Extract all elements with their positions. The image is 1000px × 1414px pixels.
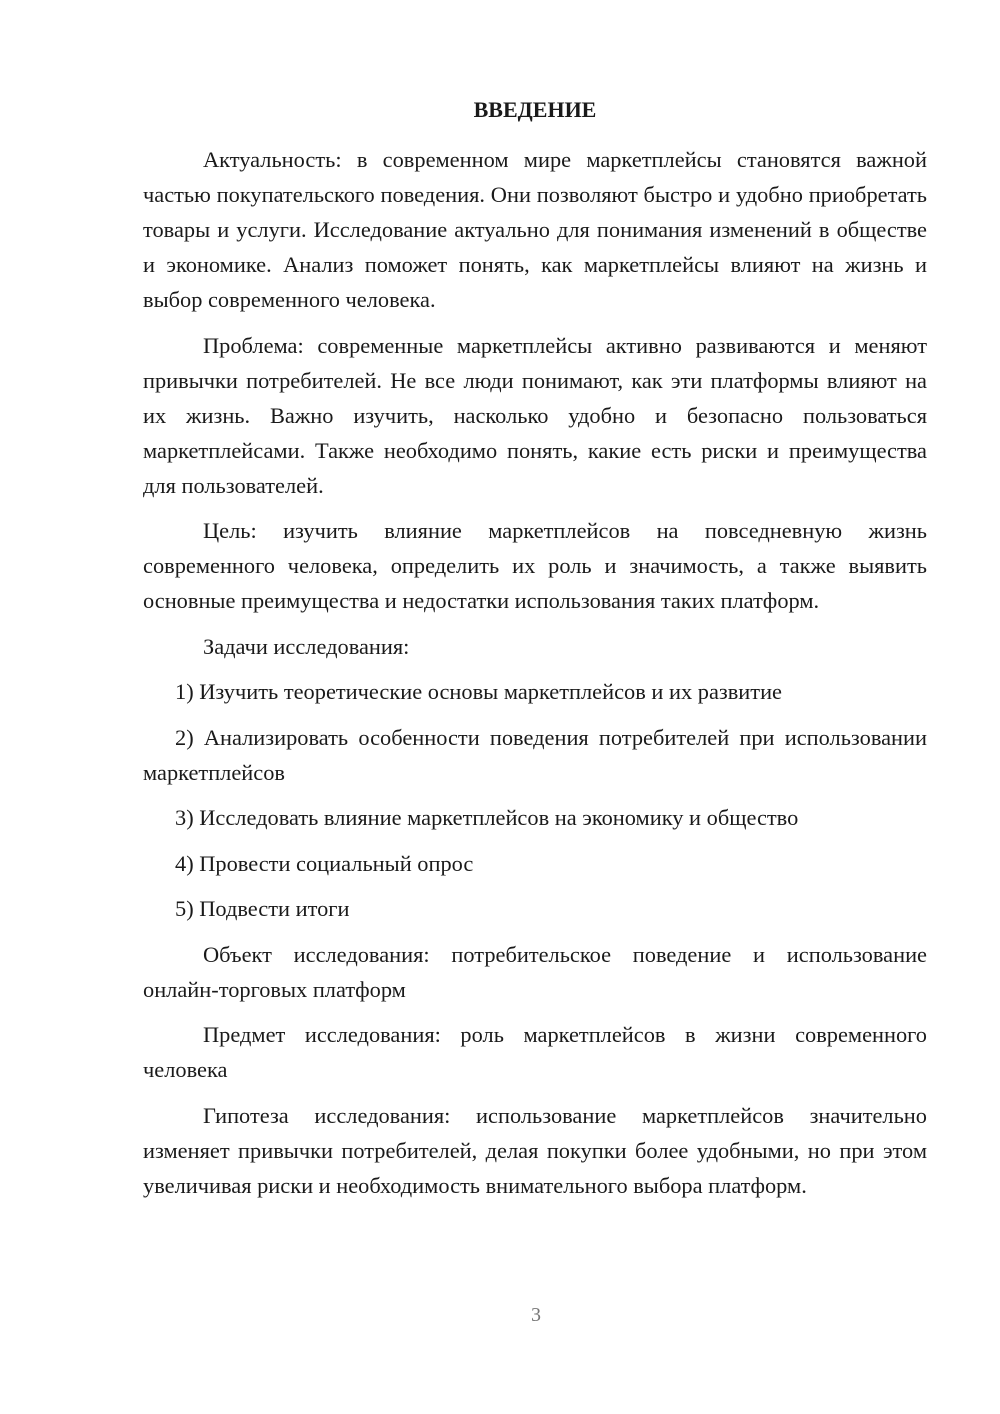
page-number: 3 (531, 1304, 541, 1326)
task-item: 4) Провести социальный опрос (175, 850, 474, 876)
goal-paragraph: Цель: изучить влияние маркетплейсов на повседневную жизнь современного человека, определить их роль и значимость, а также выявить основные преимущества и недостатки использования таких платформ. (143, 518, 927, 613)
tasks-heading: Задачи исследования: (203, 633, 410, 659)
problem-paragraph: Проблема: современные маркетплейсы активно развиваются и меняют привычки потребителей. Не все люди понимают, как эти платформы влияют на их жизнь. Важно изучить, насколько удобно и безопасно пользоваться маркетплейсами. Также необходимо понять, какие есть риски и преимущества для пользователей. (143, 332, 927, 498)
relevance-paragraph: Актуальность: в современном мире маркетплейсы становятся важной частью покупательского поведения. Они позволяют быстро и удобно приобретать товары и услуги. Исследование актуально для понимания изменений в обществе и экономике. Анализ поможет понять, как маркетплейсы влияют на жизнь и выбор современного человека. (143, 147, 927, 312)
task-item: 2) Анализировать особенности поведения потребителей при использовании маркетплейсов (143, 724, 927, 785)
section-title: ВВЕДЕНИЕ (473, 97, 597, 122)
document-page (143, 92, 927, 1213)
subject-paragraph: Предмет исследования: роль маркетплейсов в жизни современного человека (143, 1022, 927, 1082)
task-item: 1) Изучить теоретические основы маркетплейсов и их развитие (175, 679, 782, 704)
hypothesis-paragraph: Гипотеза исследования: использование маркетплейсов значительно изменяет привычки потребителей, делая покупки более удобными, но при этом увеличивая риски и необходимость внимательного выбора платформ. (143, 1102, 927, 1198)
task-item: 3) Исследовать влияние маркетплейсов на экономику и общество (175, 805, 799, 830)
task-item: 5) Подвести итоги (175, 896, 350, 921)
object-paragraph: Объект исследования: потребительское поведение и использование онлайн-торговых платформ (143, 941, 927, 1002)
